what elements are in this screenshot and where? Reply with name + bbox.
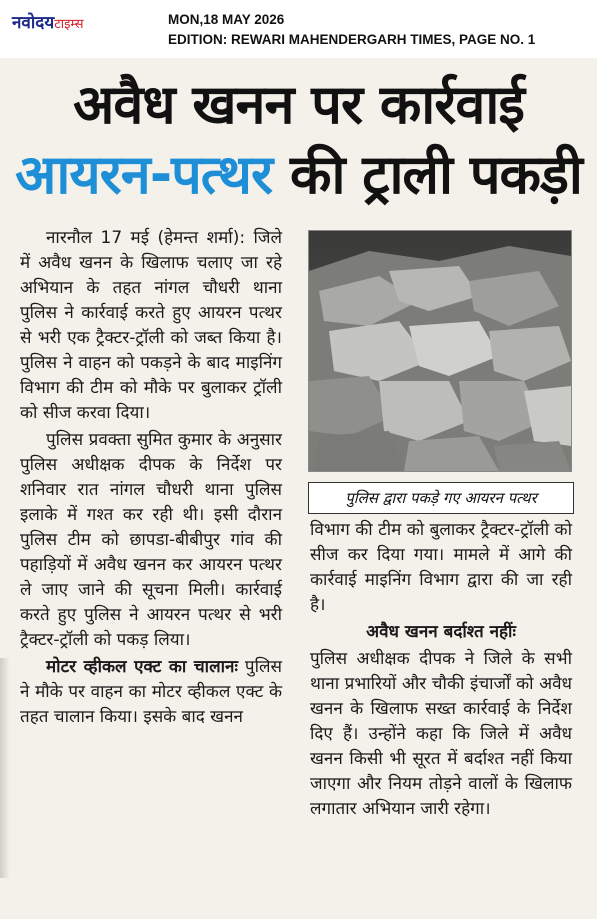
paragraph-dateline: नारनौल 17 मई (हेमन्त शर्मा): जिले में अवैध खनन के खिलाफ चलाए जा रहे अभियान के तहत नांगल चौधरी थाना पुलिस ने कार्रवाई करते हुए आयरन पत्थर से भरी एक ट्रैक्टर-ट्रॉली को जब्त किया है। पुलिस ने वाहन को पकड़ने के बाद माइनिंग विभाग की टीम को मौके पर बुलाकर ट्रॉली को सीज करवा दिया। xyxy=(20,228,282,423)
newspaper-logo xyxy=(12,10,84,33)
paragraph-3-text: पुलिस ने मौके पर वाहन का मोटर व्हीकल एक्ट के तहत चालान किया। इसके बाद खनन xyxy=(20,657,282,727)
headline-line-1: अवैध खनन पर कार्रवाई xyxy=(73,73,524,136)
subheading-illegal-mining: अवैध खनन बर्दाश्त नहींः xyxy=(366,622,516,642)
edition-date: MON,18 MAY 2026 xyxy=(168,12,285,27)
headline-line-2 xyxy=(0,142,597,208)
logo-main: नवोदय xyxy=(12,13,55,33)
paragraph-4: विभाग की टीम को बुलाकर ट्रैक्टर-ट्रॉली को सीज कर दिया गया। मामले में आगे की कार्रवाई माइनिंग विभाग द्वारा की जा रही है। xyxy=(310,520,572,615)
photo-caption: पुलिस द्वारा पकड़े गए आयरन पत्थर xyxy=(308,482,574,514)
iron-stones-photo xyxy=(309,231,571,471)
right-column xyxy=(310,518,572,824)
headline-highlight: आयरन-पत्थर xyxy=(15,143,273,206)
news-photo xyxy=(308,230,572,472)
top-bar xyxy=(0,0,597,59)
paragraph-5: पुलिस अधीक्षक दीपक ने जिले के सभी थाना प्रभारियों और चौकी इंचार्जों को अवैध खनन के खिलाफ सख्त कार्रवाई के निर्देश दिए हैं। उन्होंने कहा कि जिले में अवैध खनन किसी भी सूरत में बर्दाश्त नहीं किया जाएगा और नियम तोड़ने वालों के खिलाफ लगातार अभियान जारी रहेगा। xyxy=(310,649,572,819)
edition-info xyxy=(168,10,535,50)
edition-name: EDITION: REWARI MAHENDERGARH TIMES, PAGE NO. 1 xyxy=(168,32,536,47)
headline-rest: की ट्राली पकड़ी xyxy=(289,143,582,206)
left-column xyxy=(20,226,282,732)
logo-sub: टाइम्स xyxy=(54,17,84,32)
page-fold-shadow xyxy=(0,658,10,878)
paragraph-2: पुलिस प्रवक्ता सुमित कुमार के अनुसार पुलिस अधीक्षक दीपक के निर्देश पर शनिवार रात नांगल चौधरी थाना पुलिस इलाके में गश्त कर रही थी। इसी दौरान पुलिस टीम को छापडा-बीबीपुर गांव की पहाड़ियों में अवैध खनन कर आयरन पत्थर ले जाए जाने की सूचना मिली। कार्रवाई करते हुए पुलिस ने आयरन पत्थर से भरी ट्रैक्टर-ट्रॉली को पकड़ लिया। xyxy=(20,430,282,650)
paragraph-3 xyxy=(20,655,282,730)
subheading-motor-vehicle-act: मोटर व्हीकल एक्ट का चालानः xyxy=(46,657,238,677)
